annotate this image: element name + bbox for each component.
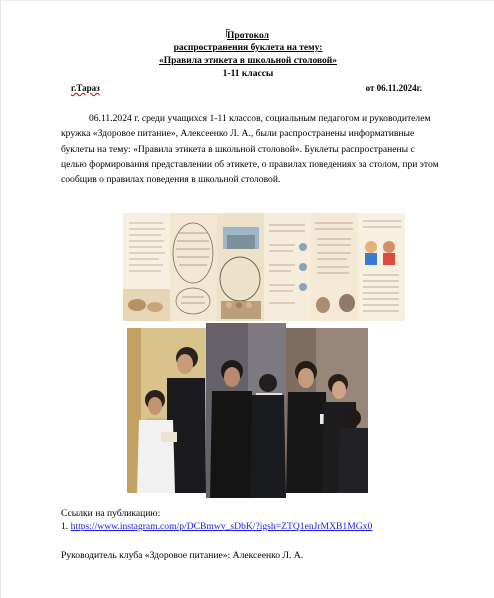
refs-link-line [61,521,372,532]
doc-paragraph-text: 06.11.2024 г. среди учащихся 1-11 классов, социальным педагогом и руководителем кружка «Здоровое питание», Алексеенко Л. А., были распространены информативные буклеты на тему: «Правила этикета в школьной столовой». Буклеты распространены с целью формирования представлении об этикете, о правилах поведениях за столом, при этом сообщив о правилах поведения в школьной столовой. [61,113,439,186]
doc-title: Протокол [227,31,269,41]
photo-students-1 [127,328,206,493]
doc-topic: «Правила этикета в школьной столовой» [158,56,338,66]
doc-city: г.Тараз [71,83,100,93]
refs-label: Ссылки на публикацию: [61,508,161,519]
doc-grades: 1-11 классы [222,69,274,79]
photo-students-2 [206,323,286,498]
doc-subtitle: распространения буклета на тему: [173,43,323,53]
booklet-image [123,213,405,321]
booklet-illustration [123,213,405,321]
doc-footer: Руководитель клуба «Здоровое питание»: Алексеенко Л. А. [61,550,304,561]
photo-students-3 [286,328,368,493]
doc-paragraph [61,111,439,187]
refs-number: 1. [61,521,69,532]
publication-link[interactable]: https://www.instagram.com/p/DCBmwv_sDbK/?igsh=ZTQ1enJrMXB1MGx0 [70,521,373,532]
doc-date: от 06.11.2024г. [365,83,422,93]
